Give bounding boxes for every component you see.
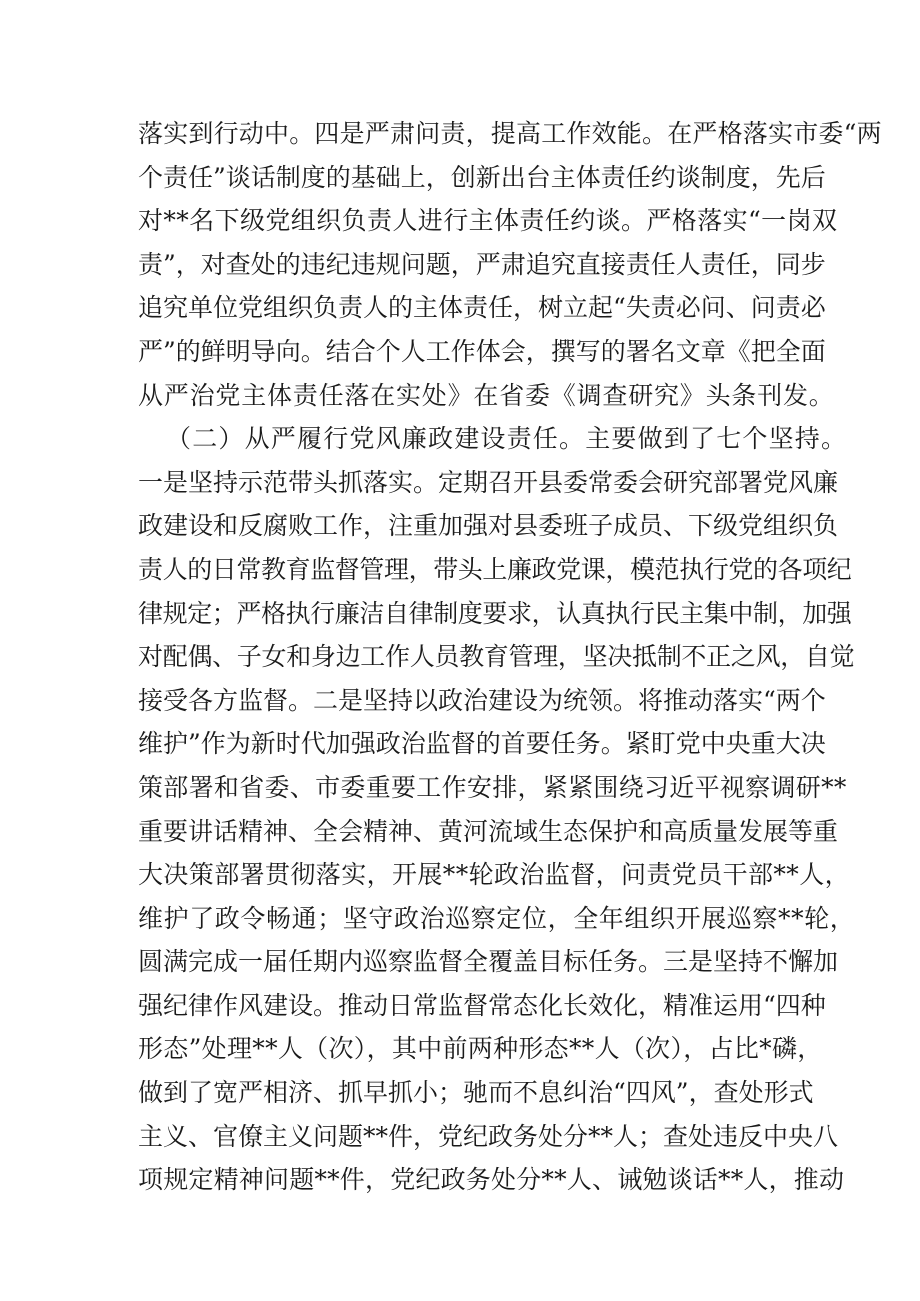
- text-line: 个责任”谈话制度的基础上，创新出台主体责任约谈制度，先后: [138, 162, 826, 192]
- text-line: 项规定精神问题**件，党纪政务处分**人、诫勉谈话**人，推动: [138, 1165, 845, 1195]
- text-line: 接受各方监督。二是坚持以政治建设为统领。将推动落实“两个: [138, 685, 826, 715]
- section-heading: （二）从严履行党风廉政建设责任。主要做到了七个坚持。: [166, 424, 848, 454]
- text-line: 落实到行动中。四是严肃问责，提高工作效能。在严格落实市委“两: [138, 119, 882, 148]
- text-line: 责”，对查处的违纪违规问题，严肃追究直接责任人责任，同步: [138, 249, 826, 279]
- text-line: 重要讲话精神、全会精神、黄河流域生态保护和高质量发展等重: [138, 816, 839, 846]
- text-line: 律规定；严格执行廉洁自律制度要求，认真执行民主集中制，加强: [138, 598, 852, 628]
- text-line: 主义、官僚主义问题**件，党纪政务处分**人；查处违反中央八: [138, 1121, 839, 1151]
- text-line: 政建设和反腐败工作，注重加强对县委班子成员、下级党组织负: [138, 511, 839, 541]
- text-line: 圆满完成一届任期内巡察监督全覆盖目标任务。三是坚持不懈加: [138, 947, 839, 977]
- text-line: 维护了政令畅通；坚守政治巡察定位，全年组织开展巡察**轮，: [138, 903, 856, 933]
- text-line: 对**名下级党组织负责人进行主体责任约谈。严格落实“一岗双: [138, 206, 838, 236]
- text-line: 形态”处理**人（次），其中前两种形态**人（次），占比*磷，: [138, 1034, 823, 1064]
- text-line: 对配偶、子女和身边工作人员教育管理，坚决抵制不正之风，自觉: [138, 642, 855, 672]
- text-line: 做到了宽严相济、抓早抓小；驰而不息纠治“四风”，查处形式: [138, 1078, 814, 1108]
- text-line: 强纪律作风建设。推动日常监督常态化长效化，精准运用“四种: [138, 990, 826, 1020]
- body-text: [138, 112, 882, 1202]
- text-line: 严”的鲜明导向。结合个人工作体会，撰写的署名文章《把全面: [138, 336, 826, 366]
- text-line: 一是坚持示范带头抓落实。定期召开县委常委会研究部署党风廉: [138, 467, 839, 497]
- text-line: 策部署和省委、市委重要工作安排，紧紧围绕习近平视察调研**: [138, 772, 847, 802]
- text-line: 责人的日常教育监督管理，带头上廉政党课，模范执行党的各项纪: [138, 554, 852, 584]
- text-line: 维护”作为新时代加强政治监督的首要任务。紧盯党中央重大决: [138, 729, 826, 759]
- text-line: 从严治党主体责任落在实处》在省委《调查研究》头条刊发。: [138, 380, 835, 410]
- text-line: 大决策部署贯彻落实，开展**轮政治监督，问责党员干部**人，: [138, 860, 851, 890]
- text-line: 追究单位党组织负责人的主体责任，树立起“失责必问、问责必: [138, 293, 826, 323]
